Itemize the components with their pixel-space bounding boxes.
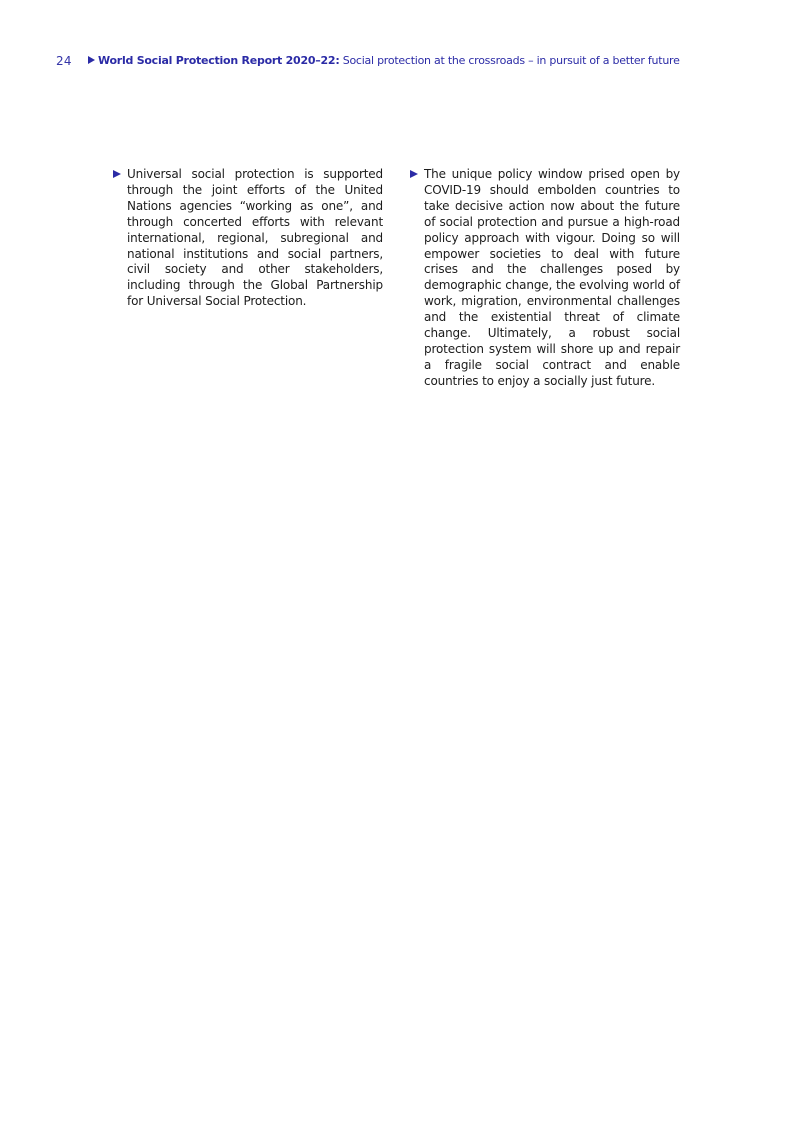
left-column xyxy=(113,167,383,310)
triangle-right-icon xyxy=(88,56,95,64)
bullet-text: The unique policy window prised open by COVID-19 should embolden countries to take decisive action now about the future of social protection and pursue a high-road policy approach with vigour. Doing so will empower societies to deal with future crises and the challenges posed by demographic change, the evolving world of work, migration, environmental challenges and the existential threat of climate change. Ultimately, a robust social protection system will shore up and repair a fragile social contract and enable countries to enjoy a socially just future. xyxy=(424,167,680,388)
report-title: World Social Protection Report 2020–22: xyxy=(98,54,340,67)
running-header xyxy=(56,53,753,69)
right-column xyxy=(410,167,680,390)
triangle-right-icon xyxy=(113,170,121,178)
header-title-line xyxy=(88,53,680,69)
bullet-item xyxy=(113,167,383,310)
bullet-text: Universal social protection is supported through the joint efforts of the United Nations agencies “working as one”, and through concerted efforts with relevant international, regional, subregional and national institutions and social partners, civil society and other stakeholders, including through the Global Partnership for Universal Social Protection. xyxy=(127,167,383,309)
page-number: 24 xyxy=(56,54,72,68)
bullet-item xyxy=(410,167,680,390)
report-subtitle: Social protection at the crossroads – in pursuit of a better future xyxy=(342,54,680,67)
triangle-right-icon xyxy=(410,170,418,178)
